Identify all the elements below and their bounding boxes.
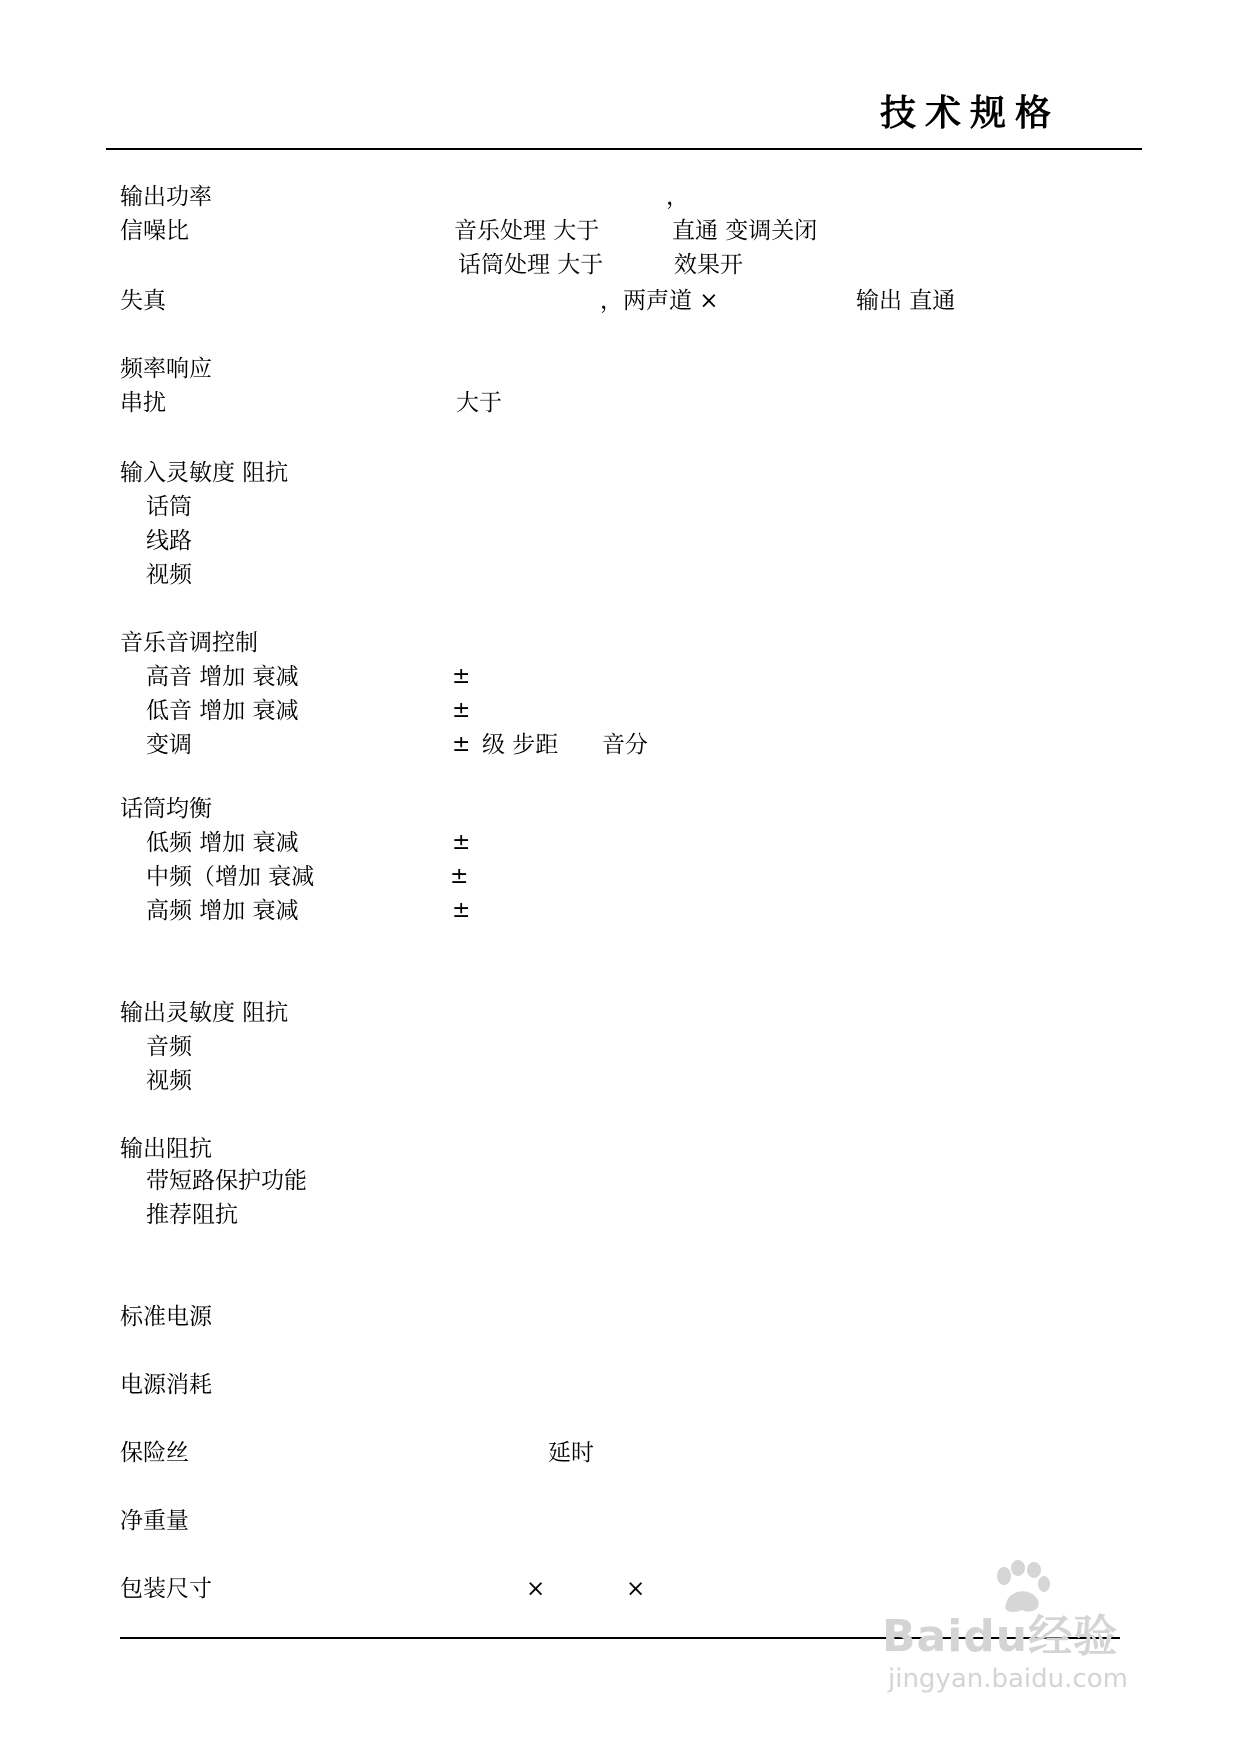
label-output-power: 输出功率	[120, 184, 212, 210]
eq-mid-value: ±	[450, 864, 469, 889]
key-change-pm: ±	[452, 732, 471, 757]
label-treble: 高音 增加 衰减	[146, 664, 299, 690]
key-change-value: 级 步距	[482, 732, 559, 758]
label-eq-high: 高频 增加 衰减	[146, 898, 299, 924]
watermark-url: jingyan.baidu.com	[888, 1664, 1128, 1694]
package-times-1: ×	[526, 1576, 546, 1602]
eq-high-value: ±	[452, 898, 471, 923]
label-eq-mid: 中频（增加 衰减	[146, 864, 315, 890]
bass-value: ±	[452, 698, 471, 723]
snr-bypass: 直通 变调关闭	[672, 218, 818, 244]
label-input-line: 线路	[146, 528, 192, 554]
package-times-2: ×	[626, 1576, 646, 1602]
fuse-value: 延时	[548, 1440, 594, 1466]
label-crosstalk: 串扰	[120, 390, 166, 416]
label-net-weight: 净重量	[120, 1508, 189, 1534]
eq-low-value: ±	[452, 830, 471, 855]
label-fuse: 保险丝	[120, 1440, 189, 1466]
snr-effect: 效果开	[674, 252, 743, 278]
label-snr: 信噪比	[120, 218, 189, 244]
label-input-video: 视频	[146, 562, 192, 588]
key-change-unit: 音分	[602, 732, 648, 758]
distortion-channels: ，两声道 ×	[600, 288, 719, 314]
label-power-consumption: 电源消耗	[120, 1372, 212, 1398]
top-divider	[106, 148, 1142, 150]
label-input-sensitivity: 输入灵敏度 阻抗	[120, 460, 289, 486]
page-title: 技术规格	[880, 93, 1061, 134]
label-out-video: 视频	[146, 1068, 192, 1094]
distortion-output: 输出 直通	[856, 288, 956, 314]
label-eq-low: 低频 增加 衰减	[146, 830, 299, 856]
snr-music: 音乐处理 大于	[454, 218, 600, 244]
label-mic-eq: 话筒均衡	[120, 796, 212, 822]
snr-mic: 话筒处理 大于	[458, 252, 604, 278]
label-freq-response: 频率响应	[120, 356, 212, 382]
label-short-protect: 带短路保护功能	[146, 1168, 307, 1194]
label-output-impedance: 输出阻抗	[120, 1136, 212, 1162]
output-power-comma: ，	[666, 184, 689, 210]
label-package-size: 包装尺寸	[120, 1576, 212, 1602]
watermark-logo: Baidu经验	[882, 1611, 1119, 1662]
label-out-audio: 音频	[146, 1034, 192, 1060]
label-power-supply: 标准电源	[120, 1304, 212, 1330]
label-bass: 低音 增加 衰减	[146, 698, 299, 724]
label-output-sensitivity: 输出灵敏度 阻抗	[120, 1000, 289, 1026]
label-distortion: 失真	[120, 288, 166, 314]
label-input-mic: 话筒	[146, 494, 192, 520]
crosstalk-value: 大于	[456, 390, 502, 416]
label-music-tone: 音乐音调控制	[120, 630, 258, 656]
label-key-change: 变调	[146, 732, 192, 758]
treble-value: ±	[452, 664, 471, 689]
label-recommended-impedance: 推荐阻抗	[146, 1202, 238, 1228]
baidu-watermark	[870, 1560, 1160, 1710]
